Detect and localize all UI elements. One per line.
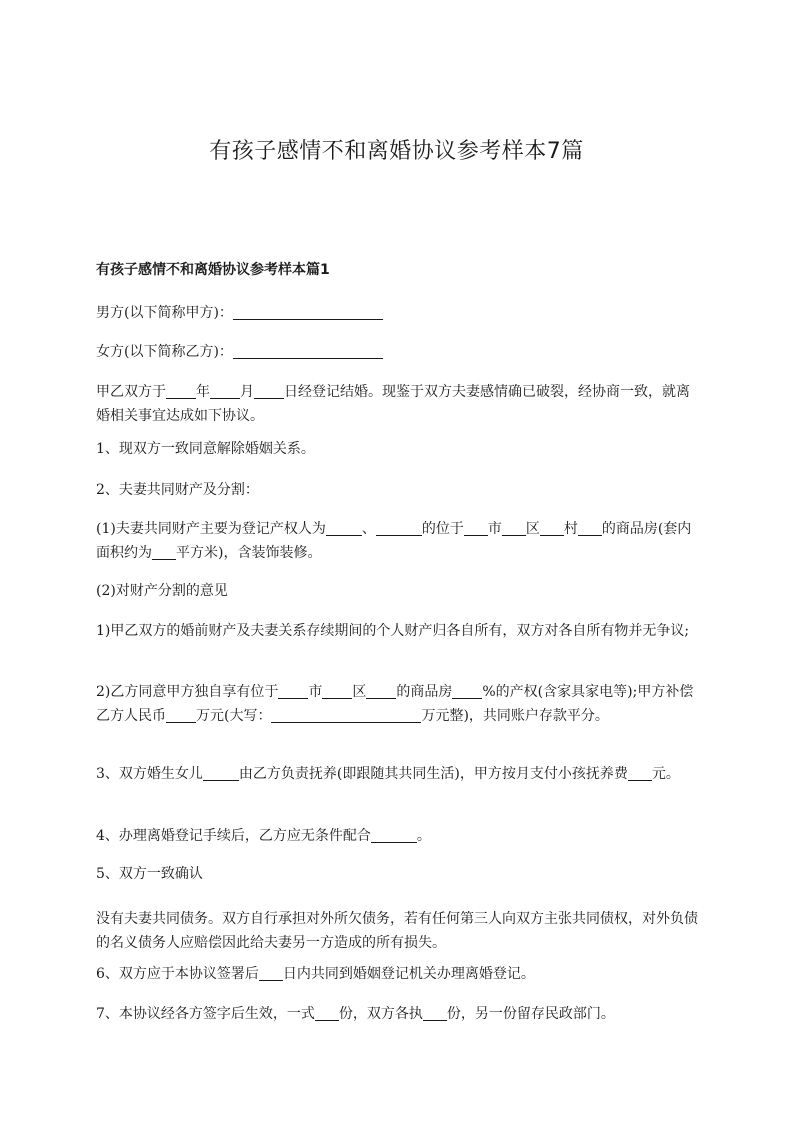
clause-text: 4、办理离婚登记手续后，乙方应无条件配合: [96, 828, 371, 844]
male-party-label: 男方(以下简称甲方)：: [96, 305, 233, 321]
day-blank: [254, 382, 284, 399]
copies-each-blank: [423, 1004, 447, 1021]
clause-2-2-2: [96, 680, 700, 728]
clause-text: 7、本协议经各方签字后生效，一式: [96, 1006, 315, 1022]
clause-text: 平方米)，含装饰装修。: [176, 545, 322, 561]
district-blank: [322, 682, 352, 699]
intro-text: 甲乙双方于: [96, 384, 166, 400]
clause-text: 市: [308, 684, 323, 700]
clause-text: 份，双方各执: [338, 1006, 423, 1022]
clause-2-1: [96, 517, 700, 565]
clause-2-2: (2)对财产分割的意见: [96, 583, 228, 599]
city-blank: [278, 682, 308, 699]
village-name-blank: [578, 519, 602, 536]
area-blank: [152, 543, 176, 560]
clause-text: 份，另一份留存民政部门。: [446, 1006, 615, 1022]
intro-paragraph: [96, 380, 700, 428]
female-party-label: 女方(以下简称乙方)：: [96, 344, 233, 360]
clause-text: 6、双方应于本协议签署后: [96, 966, 259, 982]
clause-7: [96, 1002, 700, 1026]
clause-4: [96, 824, 700, 848]
owner2-blank: [376, 519, 422, 536]
clause-text: 的商品房(套内面积约为: [96, 521, 692, 561]
clause-text: 、: [361, 521, 376, 537]
village-blank: [540, 519, 564, 536]
support-amount-blank: [628, 764, 652, 781]
clause-text: 元。: [651, 766, 680, 782]
clause-text: 万元(大写：: [196, 708, 272, 724]
male-party-line: [96, 301, 700, 325]
copies-blank: [315, 1004, 339, 1021]
intro-text: 月: [240, 384, 254, 400]
clause-text: 市: [487, 521, 502, 537]
document-title: 有孩子感情不和离婚协议参考样本7篇: [209, 139, 584, 164]
male-party-blank: [233, 303, 383, 320]
clause-text: 。: [416, 828, 431, 844]
amount-uppercase-blank: [271, 706, 421, 723]
clause-6: [96, 962, 700, 986]
intro-text: 日经登记结婚。现鉴于双方夫妻感情确已破裂，经协商一致，就离婚相关事宜达成如下协议。: [96, 384, 690, 424]
clause-text: 日内共同到婚姻登记机关办理离婚登记。: [282, 966, 535, 982]
intro-text: 年: [196, 384, 210, 400]
clause-1: 1、现双方一致同意解除婚姻关系。: [96, 441, 315, 457]
owner1-blank: [326, 519, 362, 536]
amount-blank: [166, 706, 196, 723]
street-blank: [366, 682, 396, 699]
days-blank: [259, 964, 283, 981]
city-blank: [464, 519, 488, 536]
clause-2: 2、夫妻共同财产及分割：: [96, 482, 259, 498]
female-party-line: [96, 340, 700, 364]
clause-text: %的产权(含家具家电等);甲方补偿乙方人民币: [96, 684, 694, 724]
clause-2-2-1: 1)甲乙双方的婚前财产及夫妻关系存续期间的个人财产归各自所有，双方对各自所有物并无争议;: [96, 623, 690, 639]
clause-text: 2)乙方同意甲方独自享有位于: [96, 684, 279, 700]
clause-text: 区: [525, 521, 540, 537]
clause-text: 村: [563, 521, 578, 537]
clause-text: 由乙方负责抚养(即跟随其共同生活)，甲方按月支付小孩抚养费: [238, 766, 628, 782]
percent-blank: [452, 682, 482, 699]
clause-3: [96, 762, 700, 786]
district-blank: [502, 519, 526, 536]
cooperation-blank: [371, 826, 417, 843]
clause-5-text: 没有夫妻共同债务。双方自行承担对外所欠债务，若有任何第三人向双方主张共同债权，对外负债的名义债务人应赔偿因此给夫妻另一方造成的所有损失。: [96, 911, 698, 951]
clause-text: 的位于: [421, 521, 464, 537]
clause-text: 万元整)，共同账户存款平分。: [421, 708, 609, 724]
clause-text: 的商品房: [396, 684, 453, 700]
section-heading: 有孩子感情不和离婚协议参考样本篇1: [96, 262, 330, 278]
year-blank: [166, 382, 196, 399]
daughter-name-blank: [203, 764, 239, 781]
clause-5: 5、双方一致确认: [96, 866, 203, 882]
female-party-blank: [233, 342, 383, 359]
clause-text: 3、双方婚生女儿: [96, 766, 203, 782]
clause-text: 区: [352, 684, 367, 700]
month-blank: [210, 382, 240, 399]
clause-text: (1)夫妻共同财产主要为登记产权人为: [96, 521, 326, 537]
